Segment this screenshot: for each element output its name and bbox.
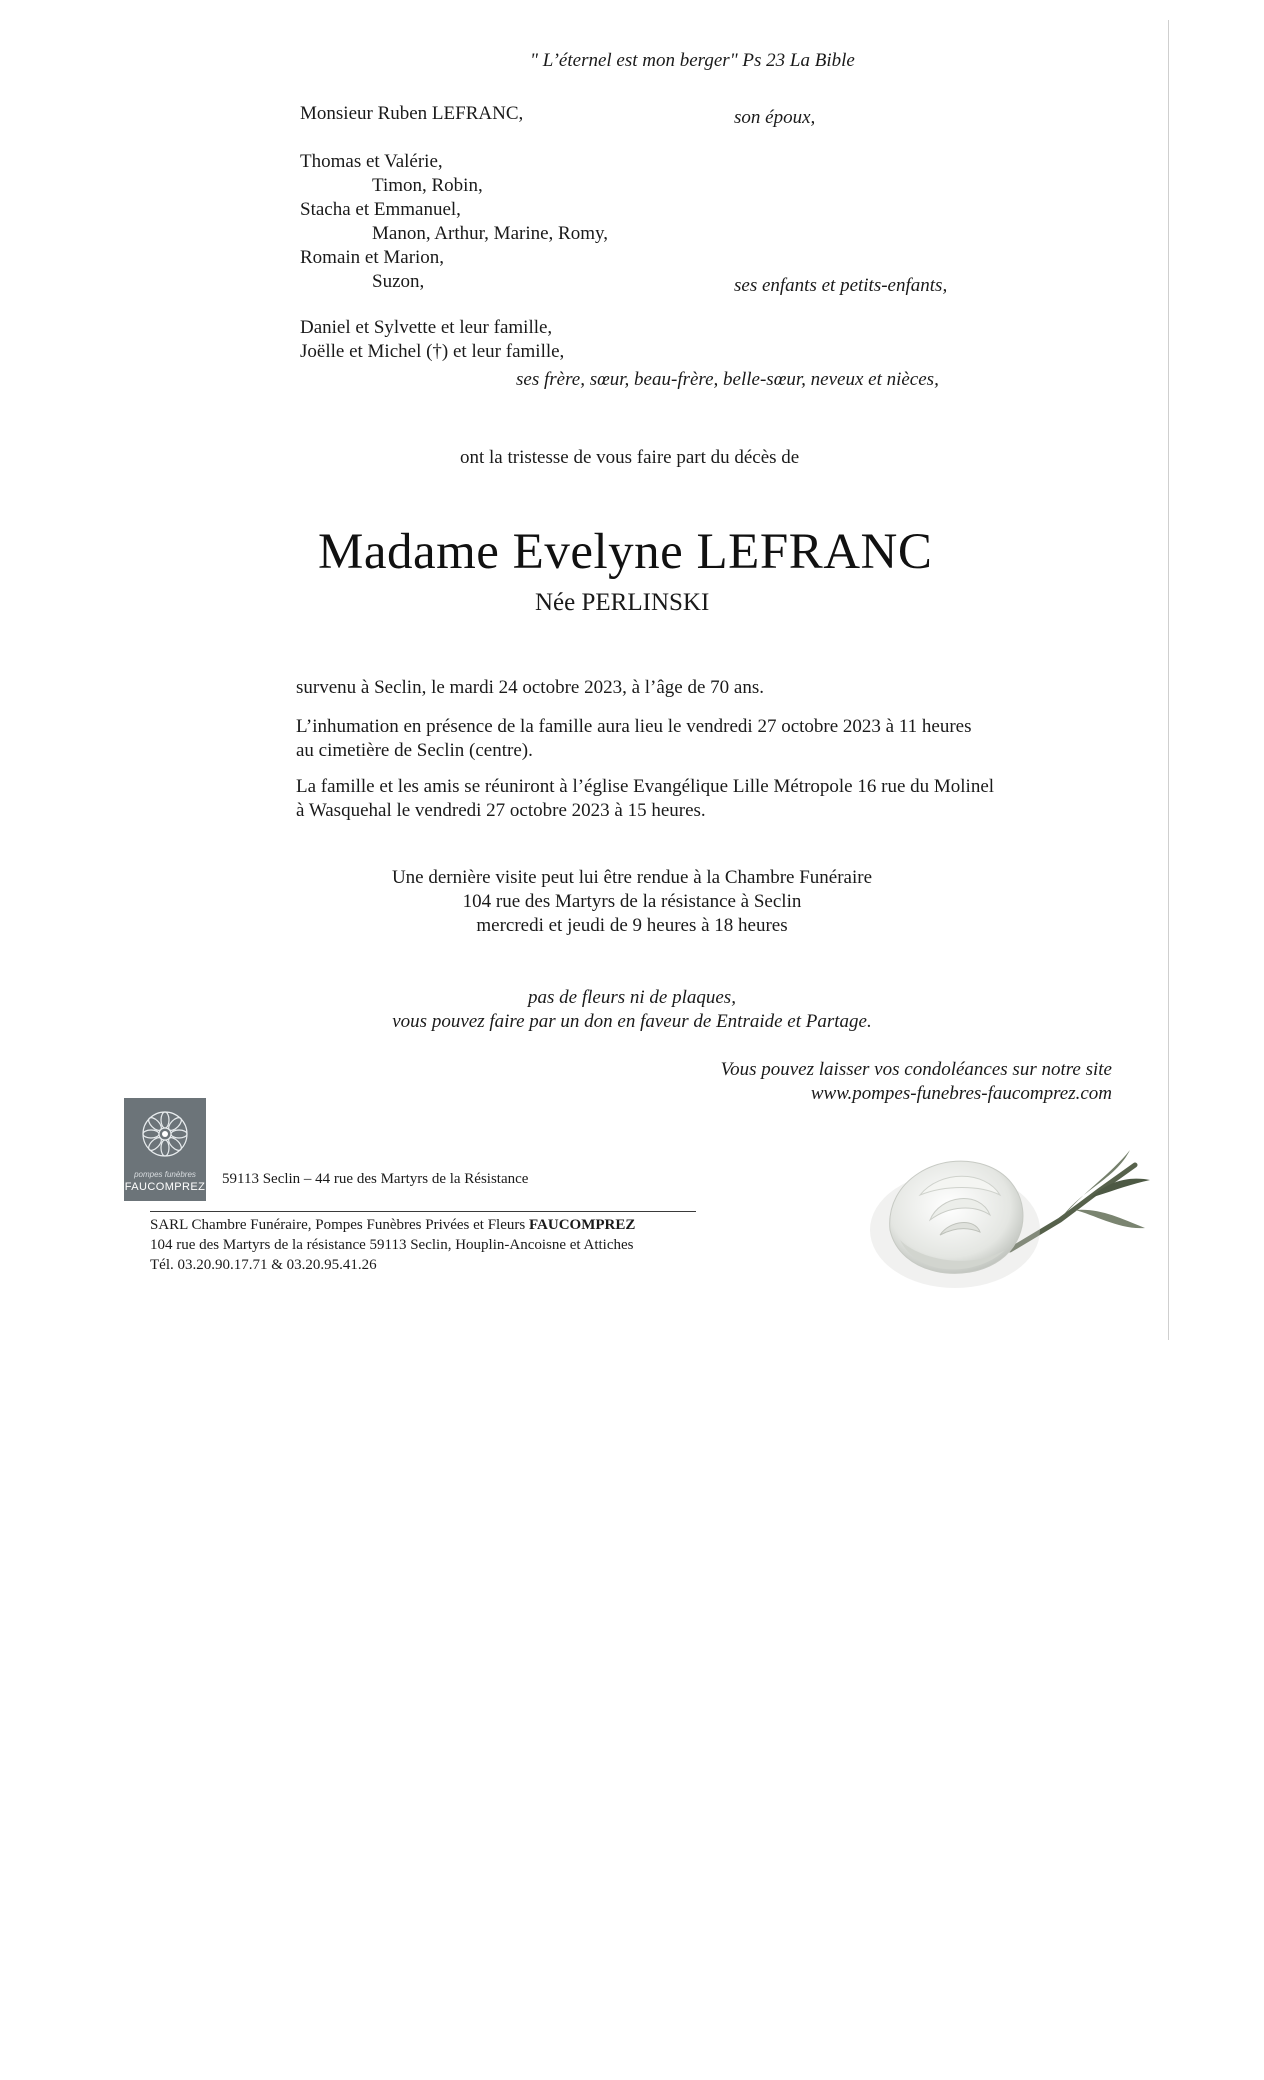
child-line: Romain et Marion,	[300, 247, 445, 268]
children-relation: ses enfants et petits-enfants,	[734, 275, 948, 296]
visit-line: 104 rue des Martyrs de la résistance à Seclin	[462, 891, 802, 912]
logo-subtitle: pompes funèbres	[134, 1170, 196, 1179]
maiden-name: Née PERLINSKI	[535, 589, 710, 616]
burial-line: au cimetière de Seclin (centre).	[296, 740, 533, 761]
company-phones: Tél. 03.20.90.17.71 & 03.20.95.41.26	[150, 1257, 377, 1273]
logo-brand: FAUCOMPREZ	[124, 1181, 206, 1193]
sibling-line: Joëlle et Michel (†) et leur famille,	[300, 341, 565, 362]
husband-name: Monsieur Ruben LEFRANC,	[300, 103, 524, 124]
epigraph: " L’éternel est mon berger" Ps 23 La Bible	[530, 50, 855, 71]
burial-line: L’inhumation en présence de la famille aura lieu le vendredi 27 octobre 2023 à 11 heures	[296, 716, 972, 737]
child-line: Stacha et Emmanuel,	[300, 199, 461, 220]
condolences-website[interactable]: www.pompes-funebres-faucomprez.com	[810, 1083, 1112, 1104]
grandchild-line: Timon, Robin,	[372, 175, 483, 196]
company-line	[150, 1216, 635, 1235]
grandchild-line: Suzon,	[372, 271, 425, 292]
gathering-line: à Wasquehal le vendredi 27 octobre 2023 à 15 heures.	[296, 800, 706, 821]
grandchild-line: Manon, Arthur, Marine, Romy,	[372, 223, 609, 244]
condolences-text: Vous pouvez laisser vos condoléances sur notre site	[720, 1059, 1112, 1080]
donation-note: vous pouvez faire par un don en faveur de Entraide et Partage.	[392, 1011, 872, 1032]
company-prefix: SARL Chambre Funéraire, Pompes Funèbres Privées et Fleurs	[150, 1217, 529, 1233]
flowers-note: pas de fleurs ni de plaques,	[528, 987, 736, 1008]
visit-line: mercredi et jeudi de 9 heures à 18 heures	[476, 915, 788, 936]
footer-rule	[150, 1211, 696, 1212]
sibling-line: Daniel et Sylvette et leur famille,	[300, 317, 553, 338]
flower-emblem-icon	[140, 1108, 190, 1164]
child-line: Thomas et Valérie,	[300, 151, 443, 172]
gathering-line: La famille et les amis se réuniront à l’église Evangélique Lille Métropole 16 rue du Molinel	[296, 776, 995, 797]
white-rose-illustration	[860, 1110, 1160, 1310]
announcement: ont la tristesse de vous faire part du décès de	[460, 447, 800, 468]
footer-address: 59113 Seclin – 44 rue des Martyrs de la Résistance	[222, 1171, 529, 1187]
company-name: FAUCOMPREZ	[528, 1217, 636, 1233]
husband-relation: son époux,	[734, 107, 816, 128]
funeral-home-logo	[124, 1098, 206, 1201]
page-edge-right	[1168, 20, 1169, 1340]
siblings-relation: ses frère, sœur, beau-frère, belle-sœur, neveux et nièces,	[516, 369, 939, 390]
death-details: survenu à Seclin, le mardi 24 octobre 2023, à l’âge de 70 ans.	[296, 677, 764, 698]
company-address: 104 rue des Martyrs de la résistance 59113 Seclin, Houplin-Ancoisne et Attiches	[150, 1237, 634, 1253]
visit-line: Une dernière visite peut lui être rendue à la Chambre Funéraire	[391, 867, 873, 888]
deceased-name: Madame Evelyne LEFRANC	[318, 524, 933, 580]
